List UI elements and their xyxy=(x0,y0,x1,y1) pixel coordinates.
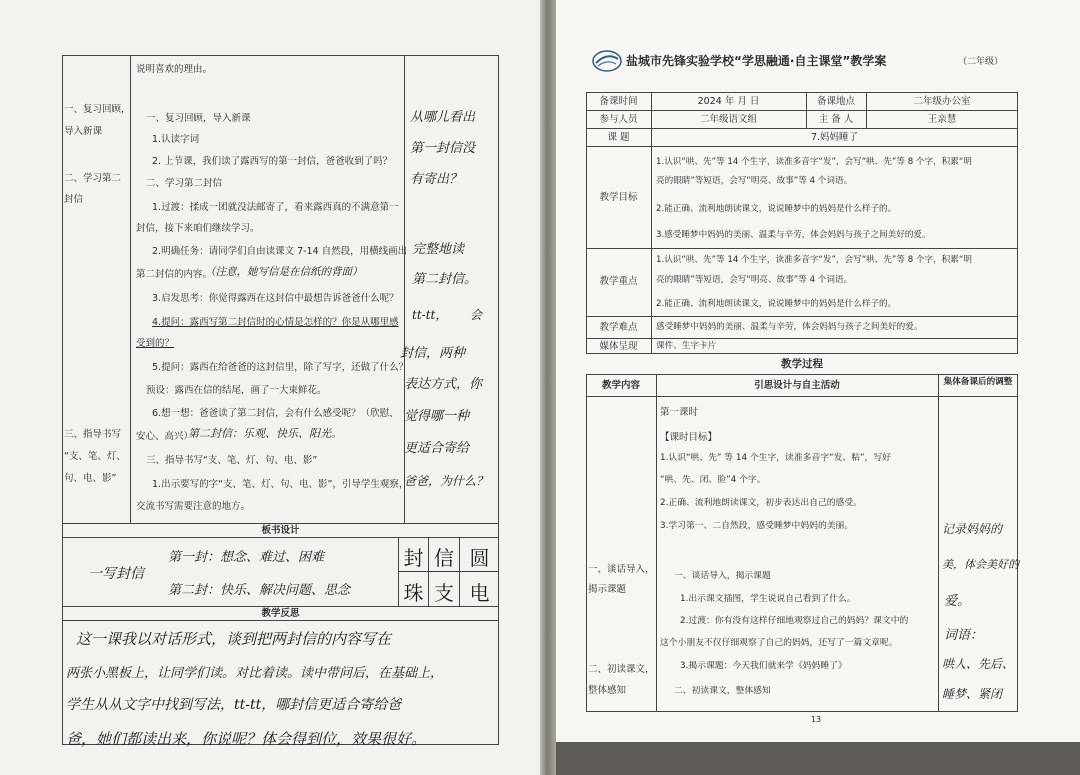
process-line: 3.揭示课题：今天我们就来学《妈妈睡了》 xyxy=(680,661,847,671)
process-line: 第一课时 xyxy=(660,407,699,418)
text-line: 预设：露西在信的结尾，画了一大束鲜花。 xyxy=(146,385,327,396)
difficulty-label: 教学难点 xyxy=(599,322,638,333)
media-label: 媒体呈现 xyxy=(599,341,638,352)
text-line: 2.明确任务：请同学们自由读课文 7-14 自然段，用横线画出 xyxy=(152,246,408,257)
step-label: 导入新课 xyxy=(64,126,103,137)
lead-label: 主 备 人 xyxy=(818,114,854,125)
board-design-title: 板书设计 xyxy=(261,525,300,536)
focus-label: 教学重点 xyxy=(599,276,638,287)
focus-line: 2.能正确、流利地朗读课文，说说睡梦中的妈妈是什么样子的。 xyxy=(656,299,897,309)
margin-note: 有寄出？ xyxy=(410,172,463,187)
process-line: 2.正确、流利地朗读课文，初步表达出自己的感受。 xyxy=(660,498,862,508)
focus-line: 1.认识“哄、先”等 14 个生字，读准多音字“发”，会写“哄、先”等 8 个字，积累“明 xyxy=(656,255,972,265)
process-line: 二、初读课文，整体感知 xyxy=(674,686,771,696)
text-line: 一、复习回顾，导入新课 xyxy=(146,113,251,124)
book-gutter xyxy=(540,0,556,775)
board-char: 支 xyxy=(434,581,454,605)
board-line: 第二封：快乐、解决问题、思念 xyxy=(168,583,351,598)
process-line: 3.学习第一、二自然段，感受睡梦中妈妈的美丽。 xyxy=(660,521,854,531)
margin-note: 封信，两种 xyxy=(400,346,466,361)
margin-note: 觉得哪一种 xyxy=(404,409,470,424)
margin-note: 第一封信没 xyxy=(410,141,476,156)
text-line: 2. 上节课，我们读了露西写的第一封信，爸爸收到了吗？ xyxy=(152,156,393,167)
reflection-line: 两张小黑板上，让同学们读。对比着读。读中带问后，在基础上， xyxy=(66,666,444,681)
text-line: 4.提问：露西写第二封信时的心情是怎样的？你是从哪里感 xyxy=(152,317,399,328)
margin-note: 会 xyxy=(470,308,483,322)
lead-value: 王亲慧 xyxy=(927,114,957,125)
board-char: 圆 xyxy=(469,546,490,570)
topic-label: 课 题 xyxy=(607,132,630,143)
process-col-design: 引思设计与自主活动 xyxy=(754,380,840,391)
prep-time-label: 备课时间 xyxy=(599,96,638,107)
text-line: 二、学习第二封信 xyxy=(146,178,223,189)
margin-note: 完整地读 xyxy=(412,242,465,257)
goal-line: 3.感受睡梦中妈妈的美丽、温柔与辛劳，体会妈妈与孩子之间美好的爱。 xyxy=(656,230,931,240)
adjust-note: 词语： xyxy=(944,628,984,643)
page-number: 13 xyxy=(810,715,822,724)
margin-note: 更适合寄给 xyxy=(404,441,470,456)
location-label: 备课地点 xyxy=(816,96,855,107)
focus-line: 亮的眼睛”等短语，会写“明亮、故事”等 4 个词语。 xyxy=(656,275,853,285)
process-col-content: 教学内容 xyxy=(601,380,640,391)
text-line: 1.认读字词 xyxy=(152,134,200,145)
handwritten-inline-note: 第二封信：乐观、快乐、阳光。 xyxy=(188,427,342,440)
process-title: 教学过程 xyxy=(781,358,823,370)
reflection-title: 教学反思 xyxy=(261,608,300,619)
school-logo xyxy=(592,50,622,72)
step-label: 句、电、影” xyxy=(64,473,117,484)
process-step-label: 二、初读课文， xyxy=(588,664,655,675)
step-label: 二、学习第二 xyxy=(64,173,122,184)
step-label: 三、指导书写 xyxy=(64,429,122,440)
text-line: 6.想一想：爸爸读了第二封信，会有什么感受呢？（欣慰、 xyxy=(152,408,399,419)
people-label: 参与人员 xyxy=(599,114,638,125)
goal-line: 2.能正确、流利地朗读课文，说说睡梦中的妈妈是什么样子的。 xyxy=(656,204,897,214)
document-title: 盐城市先锋实验学校“学思融通·自主课堂”教学案 xyxy=(626,54,887,68)
reflection-line: 爸，她们都读出来，你说呢？体会得到位，效果很好。 xyxy=(66,730,427,748)
board-char: 封 xyxy=(403,546,424,570)
process-line: 1.认识“哄、先” 等 14 个生字，读准多音字“发、粘”，写好 xyxy=(660,453,891,463)
text-line: 1.过渡：揉成一团就没法邮寄了，看来露西真的不满意第一 xyxy=(152,202,399,213)
process-col-adjust: 集体备课后的调整 xyxy=(943,377,1013,387)
right-page xyxy=(556,0,1080,742)
text-line: 1.出示要写的字“支、笔、灯、句、电、影”，引导学生观察， xyxy=(152,479,409,490)
location-value: 二年级办公室 xyxy=(913,96,971,107)
people-value: 二年级语文组 xyxy=(699,114,757,125)
step-label: 一、复习回顾， xyxy=(64,104,131,115)
adjust-note: 爱。 xyxy=(944,594,971,609)
text-line: 安心、高兴） xyxy=(136,431,194,442)
text-line: 交流书写需要注意的地方。 xyxy=(136,501,251,512)
reflection-line: 这一课我以对话形式，谈到把两封信的内容写在 xyxy=(76,630,392,648)
process-step-label: 整体感知 xyxy=(588,685,627,696)
process-line: 1.出示课文插图，学生说说自己看到了什么。 xyxy=(680,594,856,604)
text-line: 受到的？ xyxy=(136,338,175,349)
text-line: 封信，接下来咱们继续学习。 xyxy=(136,223,260,234)
reflection-line: 学生从从文字中找到写法，tt-tt，哪封信更适合寄给爸 xyxy=(66,697,402,713)
process-step-label: 揭示课题 xyxy=(588,584,627,595)
margin-note: 第二封信。 xyxy=(412,272,478,287)
board-char: 珠 xyxy=(403,581,424,605)
margin-note: 从哪儿看出 xyxy=(410,110,476,125)
board-line: 第一封：想念、难过、困难 xyxy=(168,550,325,565)
step-label: “支、笔、灯、 xyxy=(64,451,126,462)
process-line: 这个小朋友不仅仔细观察了自己的妈妈，还写了一篇文章呢。 xyxy=(660,638,898,648)
board-left-label: 一写封信 xyxy=(88,566,144,582)
margin-note: tt-tt， xyxy=(412,308,448,322)
text-line: 3.启发思考：你觉得露西在这封信中最想告诉爸爸什么呢？ xyxy=(152,293,399,304)
process-step-label: 一、谈话导入， xyxy=(588,564,655,575)
adjust-note: 记录妈妈的 xyxy=(942,522,1003,536)
goal-line: 1.认识“哄、先”等 14 个生字，读准多音字“发”，会写“哄、先”等 8 个字，积累“明 xyxy=(656,157,972,167)
document-grade: （二年级） xyxy=(958,57,1004,67)
difficulty-value: 感受睡梦中妈妈的美丽、温柔与辛劳，体会妈妈与孩子之间美好的爱。 xyxy=(656,322,923,332)
handwritten-inline-note: （注意，她写信是在信纸的背面） xyxy=(205,266,363,278)
text-line: 第二封信的内容。 xyxy=(136,269,213,280)
goals-label: 教学目标 xyxy=(599,192,638,203)
text-line: 5.提问：露西在给爸爸的这封信里，除了写字，还做了什么？ xyxy=(152,362,409,373)
process-line: 2.过渡：你有没有这样仔细地观察过自己的妈妈？课文中的 xyxy=(680,616,909,626)
topic-value: 7.妈妈睡了 xyxy=(810,132,859,143)
board-char: 电 xyxy=(469,581,490,605)
step-label: 封信 xyxy=(64,194,84,205)
process-line: 【课时目标】 xyxy=(660,432,718,443)
text-line: 三、指导书写“支、笔、灯、句、电、影” xyxy=(146,455,318,466)
process-line: “哄、先、闭、脸”4 个字。 xyxy=(660,475,766,485)
goal-line: 亮的眼睛”等短语，会写“明亮、故事”等 4 个词语。 xyxy=(656,176,853,186)
prep-time-value: 2024 年 月 日 xyxy=(697,96,760,107)
margin-note: 表达方式，你 xyxy=(404,377,483,392)
adjust-note: 哄人、先后、 xyxy=(942,657,1015,671)
media-value: 课件、生字卡片 xyxy=(656,341,717,351)
margin-note: 爸爸，为什么？ xyxy=(404,474,489,488)
text-line: 说明喜欢的理由。 xyxy=(136,64,213,75)
adjust-note: 美，体会美好的 xyxy=(942,558,1019,571)
adjust-note: 睡梦、紧闭 xyxy=(942,687,1003,701)
board-char: 信 xyxy=(434,546,454,570)
process-line: 一、谈话导入，揭示课题 xyxy=(674,571,771,581)
